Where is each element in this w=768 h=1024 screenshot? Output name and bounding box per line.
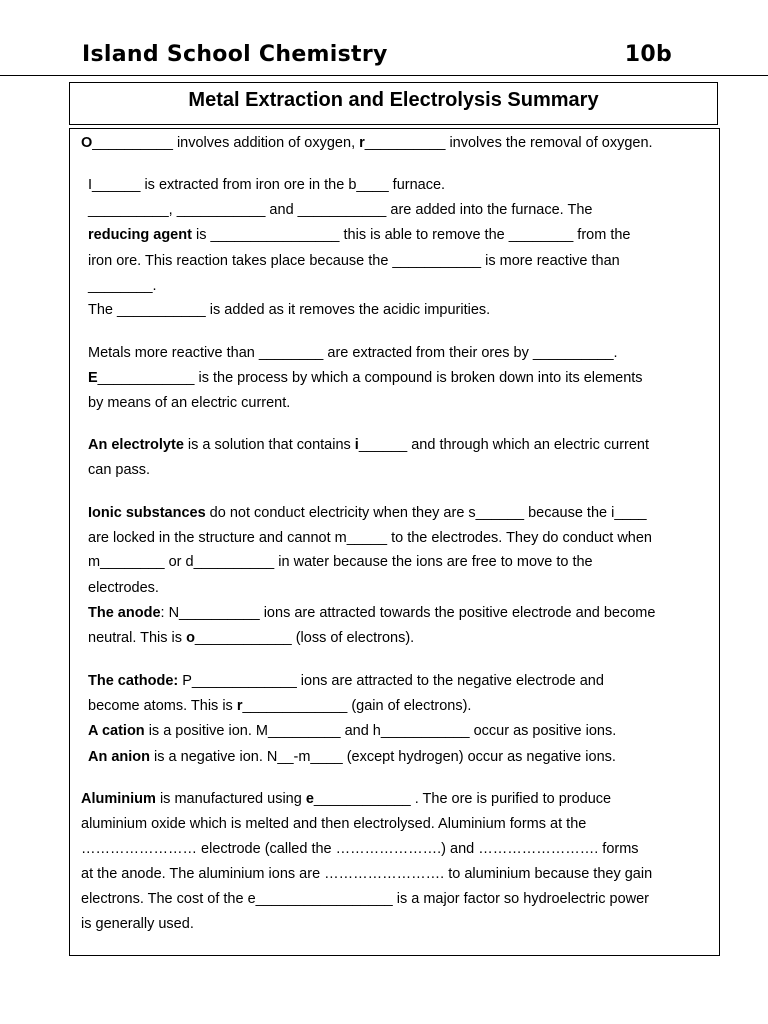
worksheet-line [88, 604, 655, 622]
worksheet-line [88, 176, 445, 194]
class-code: 10b [624, 42, 672, 67]
worksheet-line [88, 697, 471, 715]
line-text: ________. [88, 278, 157, 294]
worksheet-line [88, 301, 490, 319]
bold-term: Ionic substances [88, 505, 206, 521]
worksheet-line [81, 865, 652, 883]
page-header [82, 40, 672, 74]
school-name: Island School Chemistry [82, 42, 388, 67]
worksheet-line [81, 790, 611, 808]
worksheet-line [88, 579, 159, 597]
worksheet-line [88, 629, 414, 647]
line-text: by means of an electric current. [88, 395, 291, 411]
line-text: The ___________ is added as it removes the acidic impurities. [88, 302, 491, 318]
worksheet-line [88, 201, 592, 219]
bold-term: reducing agent [88, 227, 192, 243]
worksheet-line [88, 394, 290, 412]
bold-term: r [236, 698, 243, 714]
line-text: neutral. This is [88, 630, 187, 646]
line-text: __________ involves addition of oxygen, [92, 135, 360, 151]
line-text: become atoms. This is [88, 698, 237, 714]
line-text: ______ and through which an electric current [358, 437, 650, 453]
line-text: _____________ (gain of electrons). [242, 698, 472, 714]
bold-term: A cation [88, 723, 145, 739]
worksheet-line [88, 277, 157, 295]
worksheet-title: Metal Extraction and Electrolysis Summary [188, 89, 599, 111]
header-divider [0, 75, 768, 76]
bold-term: o [186, 630, 195, 646]
bold-term: i [354, 437, 359, 453]
line-text: electrons. The cost of the e_________________ is a major factor so hydroelectric power [81, 891, 649, 907]
line-text: electrodes. [88, 580, 159, 596]
bold-term: O [81, 135, 93, 151]
worksheet-line [88, 252, 620, 270]
line-text: do not conduct electricity when they are s______ because the i____ [205, 505, 647, 521]
title-box [69, 82, 718, 125]
bold-term: E [88, 370, 98, 386]
line-text: is a positive ion. M_________ and h___________ occur as positive ions. [144, 723, 617, 739]
worksheet-line [88, 722, 616, 740]
bold-term: An electrolyte [88, 437, 184, 453]
line-text: Metals more reactive than ________ are extracted from their ores by __________. [88, 345, 618, 361]
worksheet-line [88, 553, 593, 571]
line-text: __________ involves the removal of oxygen. [364, 135, 653, 151]
worksheet-line [88, 226, 630, 244]
bold-term: e [305, 791, 314, 807]
line-text: at the anode. The aluminium ions are ……………………. to aluminium because they gain [81, 866, 653, 882]
line-text: can pass. [88, 462, 151, 478]
worksheet-line [81, 890, 649, 908]
line-text: …………………… electrode (called the ………………….) and ……………………. forms [81, 841, 639, 857]
line-text: m________ or d__________ in water because the ions are free to move to the [88, 554, 593, 570]
bold-term: An anion [88, 749, 151, 765]
line-text: ____________ (loss of electrons). [194, 630, 415, 646]
line-text: P_____________ ions are attracted to the negative electrode and [178, 673, 604, 689]
worksheet-line [81, 134, 653, 152]
worksheet-line [88, 672, 604, 690]
worksheet-line [88, 529, 652, 547]
worksheet-line [88, 504, 647, 522]
line-text: is a solution that contains [183, 437, 355, 453]
worksheet-line [88, 461, 150, 479]
worksheet-line [88, 748, 616, 766]
bold-term: r [359, 135, 365, 151]
line-text: : N__________ ions are attracted towards the positive electrode and become [160, 605, 656, 621]
worksheet-line [81, 840, 639, 858]
line-text: iron ore. This reaction takes place because the ___________ is more reactive than [88, 253, 620, 269]
worksheet-line [88, 369, 643, 387]
worksheet-line [81, 915, 194, 933]
worksheet-line [81, 815, 586, 833]
bold-term: The cathode: [88, 673, 179, 689]
line-text: is manufactured using [155, 791, 306, 807]
line-text: ____________ is the process by which a compound is broken down into its elements [97, 370, 643, 386]
worksheet-line [88, 344, 618, 362]
line-text: ____________ . The ore is purified to produce [313, 791, 612, 807]
worksheet-line [88, 436, 649, 454]
line-text: is ________________ this is able to remove the ________ from the [191, 227, 631, 243]
line-text: are locked in the structure and cannot m_____ to the electrodes. They do conduct when [88, 530, 652, 546]
bold-term: Aluminium [81, 791, 156, 807]
line-text: is a negative ion. N__-m____ (except hydrogen) occur as negative ions. [150, 749, 616, 765]
line-text: is generally used. [81, 916, 194, 932]
line-text: __________, ___________ and ___________ are added into the furnace. The [88, 202, 593, 218]
line-text: aluminium oxide which is melted and then electrolysed. Aluminium forms at the [81, 816, 587, 832]
line-text: I______ is extracted from iron ore in the b____ furnace. [88, 177, 446, 193]
bold-term: The anode [88, 605, 161, 621]
